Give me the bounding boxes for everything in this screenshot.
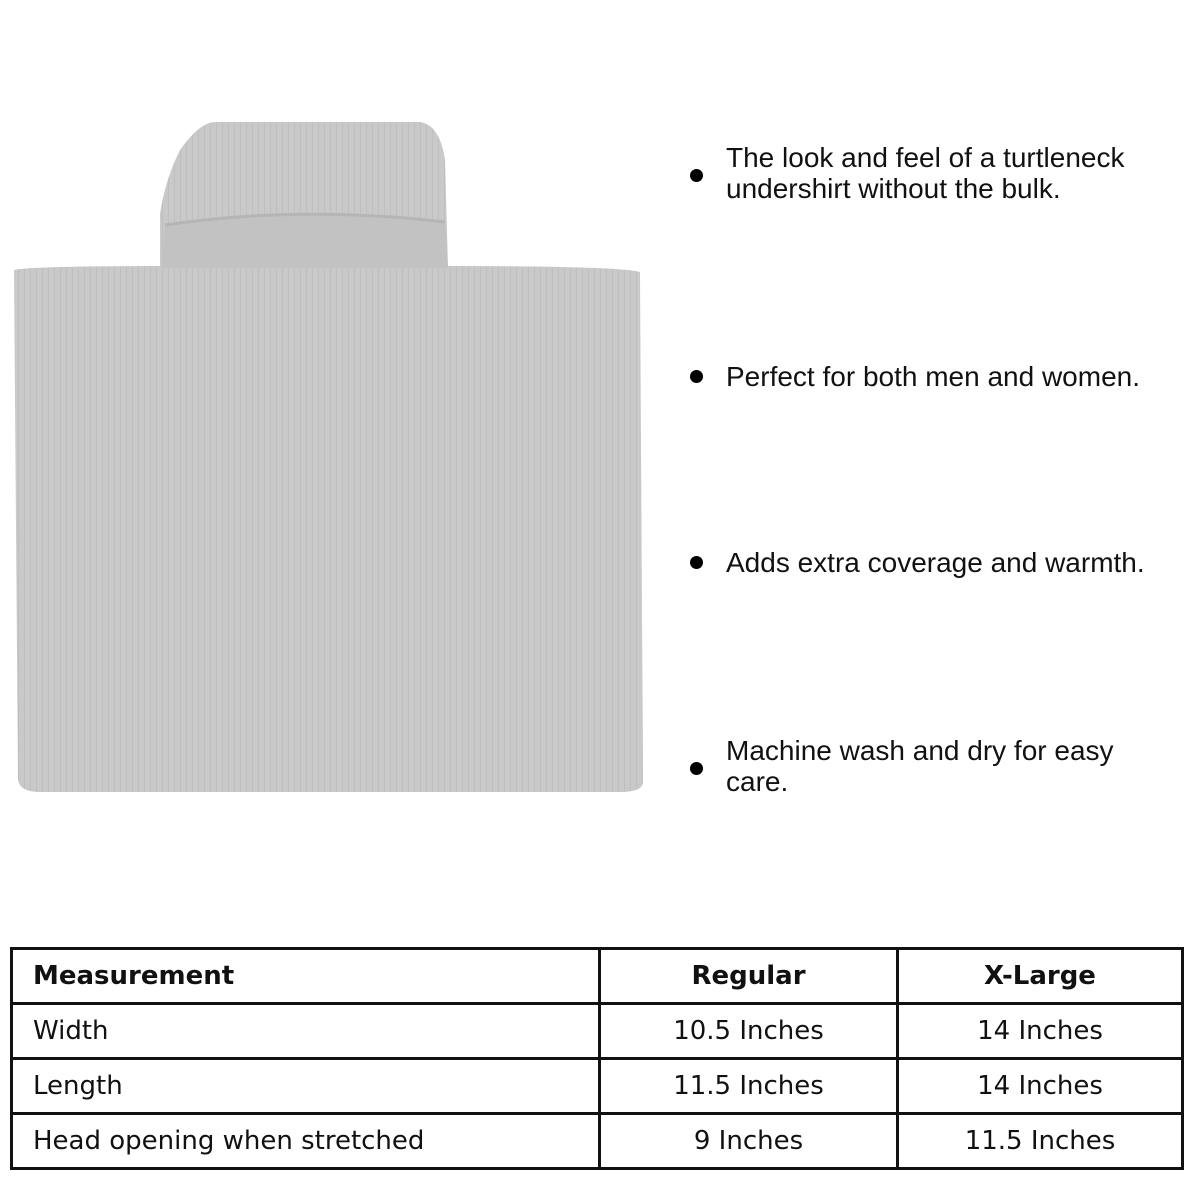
table-cell: 11.5 Inches <box>600 1059 898 1114</box>
size-chart-table <box>10 947 1184 1170</box>
table-cell: 10.5 Inches <box>600 1004 898 1059</box>
table-row <box>12 1114 1183 1169</box>
table-cell: 9 Inches <box>600 1114 898 1169</box>
bullet-icon <box>690 370 703 383</box>
table-cell: 11.5 Inches <box>898 1114 1183 1169</box>
column-header: Measurement <box>12 949 600 1004</box>
column-header: Regular <box>600 949 898 1004</box>
table-row <box>12 1059 1183 1114</box>
bullet-icon <box>690 169 703 182</box>
turtleneck-dickey-image <box>0 100 660 820</box>
bullet-icon <box>690 556 703 569</box>
table-header-row <box>12 949 1183 1004</box>
table-cell: Width <box>12 1004 600 1059</box>
table-cell: 14 Inches <box>898 1004 1183 1059</box>
table-cell: 14 Inches <box>898 1059 1183 1114</box>
bullet-icon <box>690 762 703 775</box>
column-header: X-Large <box>898 949 1183 1004</box>
table-row <box>12 1004 1183 1059</box>
table-cell: Head opening when stretched <box>12 1114 600 1169</box>
table-cell: Length <box>12 1059 600 1114</box>
